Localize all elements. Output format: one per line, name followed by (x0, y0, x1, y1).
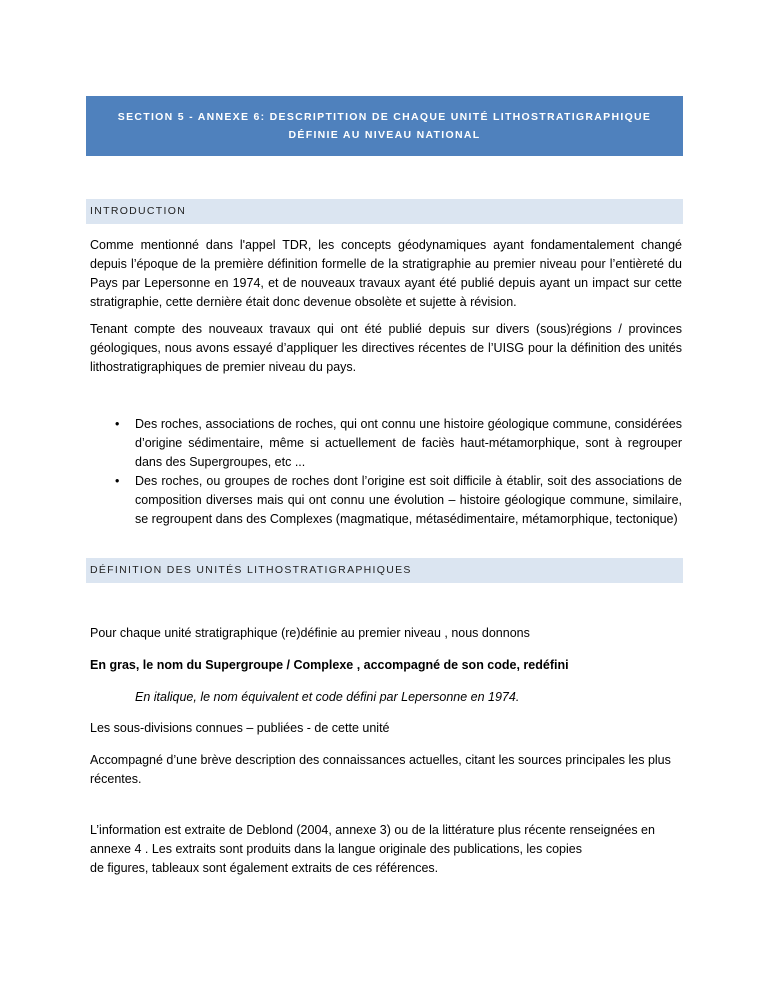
definition-paragraph-intro: Pour chaque unité stratigraphique (re)définie au premier niveau , nous donnons (90, 626, 530, 640)
definition-italic-line: En italique, le nom équivalent et code défini par Lepersonne en 1974. (135, 690, 520, 704)
source-text-end: de figures, tableaux sont également extraits de ces références. (90, 861, 439, 875)
definition-subdivisions-line: Les sous-divisions connues – publiées - de cette unité (90, 721, 390, 735)
section-banner (86, 96, 683, 156)
section-title-line-1: SECTION 5 - ANNEXE 6: DESCRIPTITION DE CHAQUE UNITÉ LITHOSTRATIGRAPHIQUE (117, 111, 652, 123)
bullet-icon: • (115, 417, 120, 431)
definition-description-line: Accompagné d’une brève description des connaissances actuelles, citant les sources principales les plus récentes. (90, 753, 671, 786)
list-item (90, 472, 682, 529)
introduction-paragraph-2: Tenant compte des nouveaux travaux qui ont été publié depuis sur divers (sous)régions / provinces géologiques, nous avons essayé d’appliquer les directives récentes de l’UISG pour la définition des unités lithostratigraphiques de premier niveau du pays. (90, 322, 682, 374)
bullet-text: Des roches, ou groupes de roches dont l’origine est soit difficile à établir, soit des associations de composition diverses mais qui ont connu une évolution – histoire géologique commune, similaire, se regroupent dans des Complexes (magmatique, métasédimentaire, métamorphique, tectonique) (135, 474, 682, 526)
introduction-paragraph-1: Comme mentionné dans l'appel TDR, les concepts géodynamiques ayant fondamentalement changé depuis l’époque de la première définition formelle de la stratigraphie au premier niveau pour l’entièreté du Pays par Lepersonne en 1974, et de nouveaux travaux ayant été publié depuis ayant un impact sur cette stratigraphie, cette dernière était donc devenue obsolète et sujette à révision. (90, 238, 682, 309)
bullet-icon: • (115, 474, 120, 488)
definition-bold-line: En gras, le nom du Supergroupe / Complexe , accompagné de son code, redéfini (90, 658, 569, 672)
section-title-line-2: DÉFINIE AU NIVEAU NATIONAL (288, 129, 481, 141)
definition-source-paragraph (90, 821, 682, 878)
list-item (90, 415, 682, 472)
source-text-main: L’information est extraite de Deblond (2004, annexe 3) ou de la littérature plus récente renseignées en annexe 4 . Les extraits sont produits dans la langue originale des publications, les copies (90, 823, 655, 856)
definition-heading: DÉFINITION DES UNITÉS LITHOSTRATIGRAPHIQUES (86, 558, 683, 583)
introduction-bullet-list (90, 415, 682, 529)
introduction-heading: INTRODUCTION (86, 199, 683, 224)
bullet-text: Des roches, associations de roches, qui ont connu une histoire géologique commune, considérées d’origine sédimentaire, même si actuellement de faciès haut-métamorphique, sont à regrouper dans des Supergroupes, etc ... (135, 417, 682, 469)
